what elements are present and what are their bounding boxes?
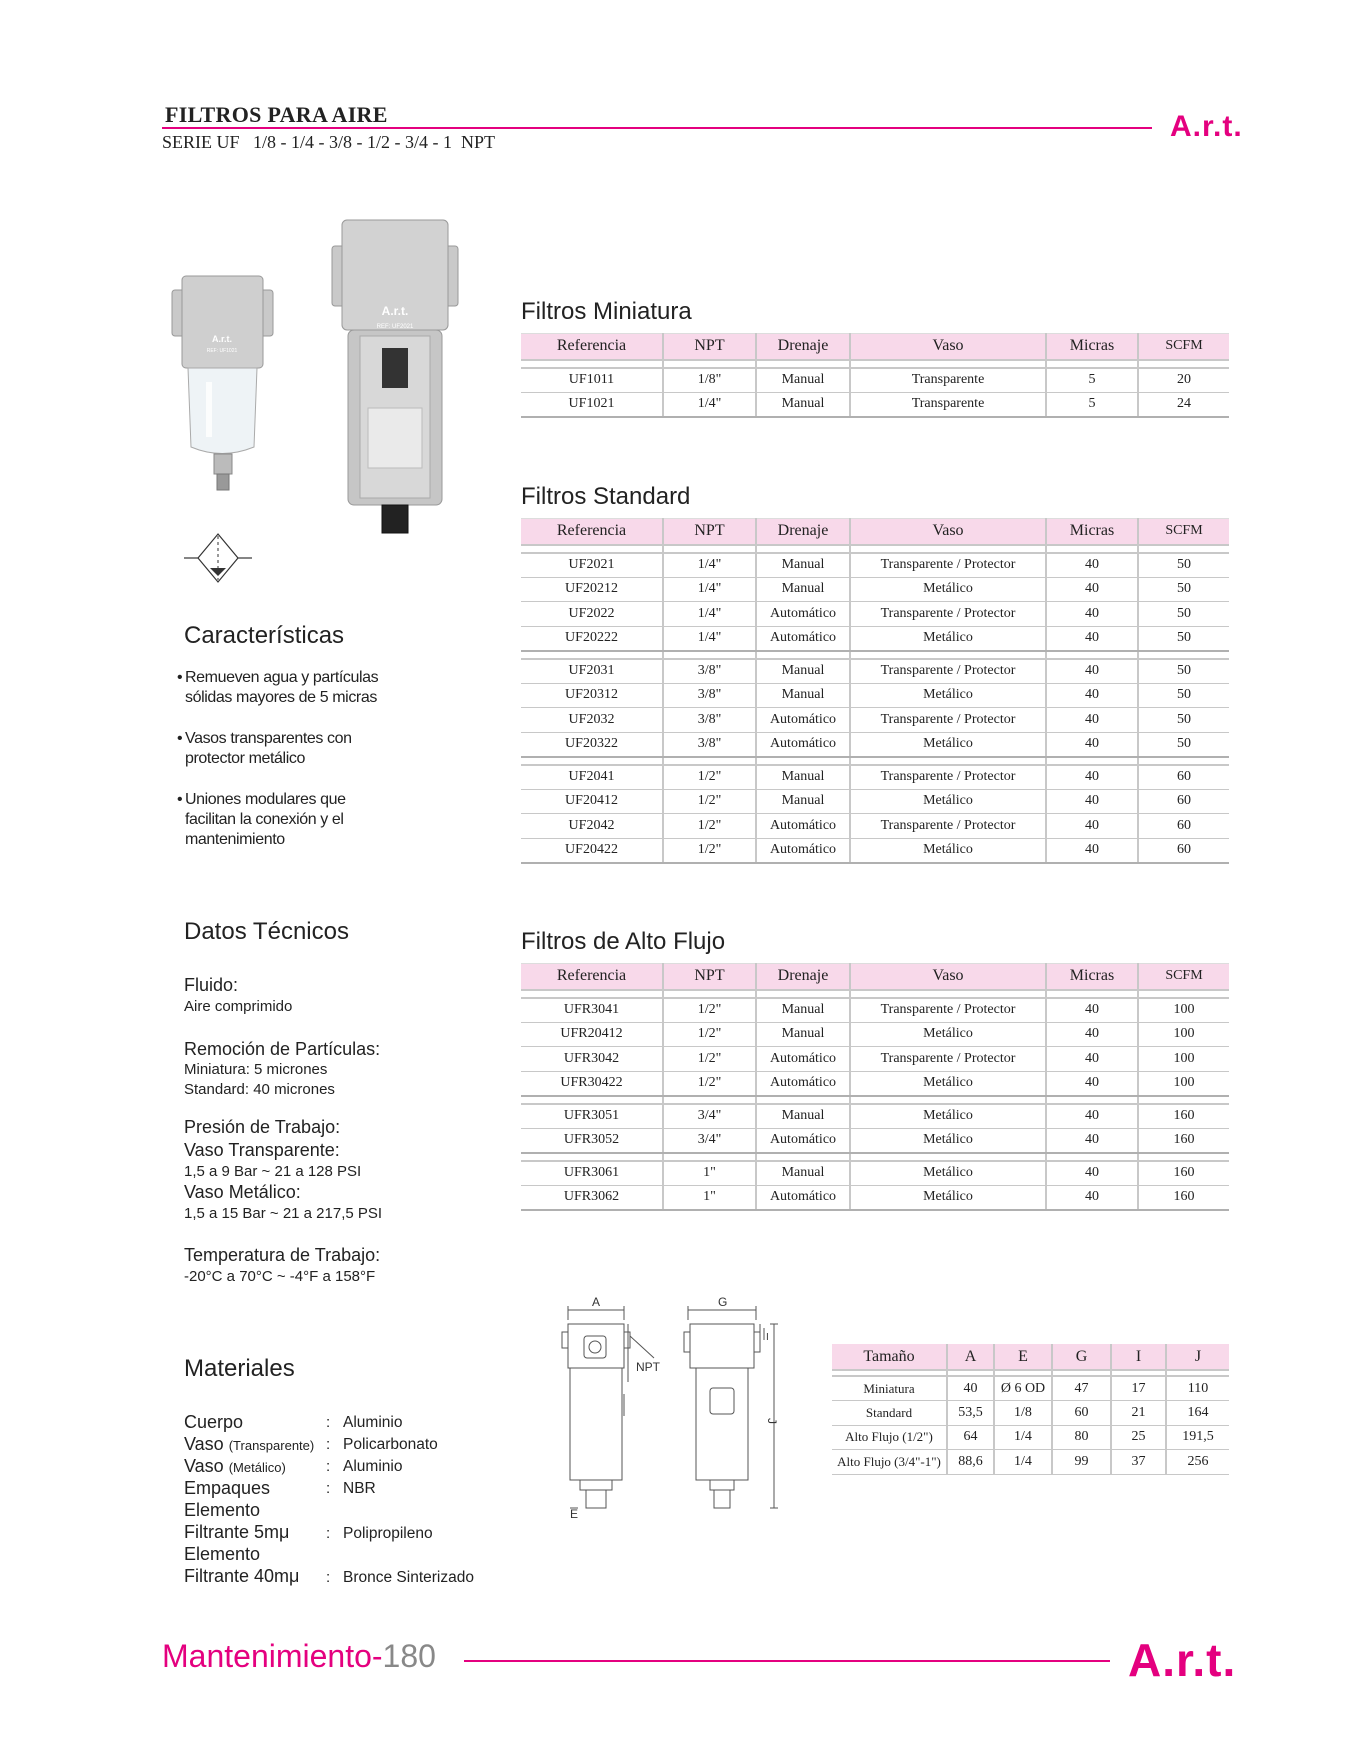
table-cell: Metálico xyxy=(850,577,1046,602)
table-cell: UF2032 xyxy=(521,708,663,733)
table-cell: 50 xyxy=(1138,577,1229,602)
table-cell: 110 xyxy=(1166,1376,1229,1401)
table-cell: 40 xyxy=(1046,998,1138,1023)
table-cell: 1/4" xyxy=(663,626,756,651)
table-row xyxy=(521,683,1229,708)
col-header-scfm: SCFM xyxy=(1138,519,1229,545)
table-cell: 60 xyxy=(1138,765,1229,790)
table-row xyxy=(521,838,1229,863)
table-cell: 160 xyxy=(1138,1128,1229,1153)
table-cell: Alto Flujo (3/4"-1") xyxy=(832,1450,947,1475)
table-cell: UF20322 xyxy=(521,732,663,757)
table-cell: 24 xyxy=(1138,392,1229,417)
table-cell: 191,5 xyxy=(1166,1425,1229,1450)
table-cell: Manual xyxy=(756,1022,850,1047)
table-cell: Alto Flujo (1/2") xyxy=(832,1425,947,1450)
table-cell: 50 xyxy=(1138,708,1229,733)
table-cell: 100 xyxy=(1138,1022,1229,1047)
table-cell: Metálico xyxy=(850,732,1046,757)
metal-bowl-value: 1,5 a 15 Bar ~ 21 a 217,5 PSI xyxy=(184,1205,383,1222)
high-flow-table-title: Filtros de Alto Flujo xyxy=(521,928,726,955)
col-header-bowl: Vaso xyxy=(850,964,1046,990)
col-header-ref: Referencia xyxy=(521,519,663,545)
table-row xyxy=(832,1401,1229,1426)
table-cell: Transparente / Protector xyxy=(850,659,1046,684)
table-cell: Metálico xyxy=(850,1104,1046,1129)
table-cell: 99 xyxy=(1052,1450,1111,1475)
table-cell: 60 xyxy=(1138,789,1229,814)
small-filter-image xyxy=(170,272,275,500)
material-label: Filtrante 40mμ xyxy=(184,1566,300,1586)
col-header-drain: Drenaje xyxy=(756,964,850,990)
table-cell: 100 xyxy=(1138,998,1229,1023)
col-header-micron: Micras xyxy=(1046,964,1138,990)
table-cell: 20 xyxy=(1138,368,1229,393)
table-cell: 60 xyxy=(1138,814,1229,839)
table-spacer xyxy=(521,360,1229,368)
table-cell: Metálico xyxy=(850,1071,1046,1096)
table-cell: Manual xyxy=(756,659,850,684)
table-cell: 60 xyxy=(1052,1401,1111,1426)
table-cell: 164 xyxy=(1166,1401,1229,1426)
table-cell: 50 xyxy=(1138,659,1229,684)
material-value: NBR xyxy=(343,1480,376,1497)
col-header-bowl: Vaso xyxy=(850,519,1046,545)
table-cell: 40 xyxy=(1046,1047,1138,1072)
table-cell: UF20212 xyxy=(521,577,663,602)
table-cell: Transparente xyxy=(850,392,1046,417)
table-cell: Miniatura xyxy=(832,1376,947,1401)
table-row xyxy=(521,1161,1229,1186)
table-cell: Metálico xyxy=(850,1128,1046,1153)
table-cell: UF1011 xyxy=(521,368,663,393)
table-cell: Manual xyxy=(756,683,850,708)
table-cell: Automático xyxy=(756,1185,850,1210)
table-cell: UFR30422 xyxy=(521,1071,663,1096)
large-filter-ref: REF: UF2021 xyxy=(376,324,414,330)
table-cell: 40 xyxy=(947,1376,994,1401)
table-cell: 5 xyxy=(1046,392,1138,417)
table-cell: Transparente / Protector xyxy=(850,553,1046,578)
dim-label-e: E xyxy=(570,1507,579,1521)
table-row xyxy=(521,577,1229,602)
table-cell: 40 xyxy=(1046,683,1138,708)
table-cell: Automático xyxy=(756,1071,850,1096)
dimensions-table xyxy=(832,1344,1229,1475)
table-row xyxy=(521,553,1229,578)
table-cell: Standard xyxy=(832,1401,947,1426)
col-header-scfm: SCFM xyxy=(1138,334,1229,360)
col-header-npt: NPT xyxy=(663,519,756,545)
dims-col-header: J xyxy=(1166,1344,1229,1370)
transparent-bowl-value: 1,5 a 9 Bar ~ 21 a 128 PSI xyxy=(184,1163,362,1180)
table-cell: 40 xyxy=(1046,1022,1138,1047)
col-header-scfm: SCFM xyxy=(1138,964,1229,990)
feature-item: • Remueven agua y partículas sólidas mayores de 5 micras xyxy=(177,669,379,706)
table-cell: 1/4" xyxy=(663,602,756,627)
dim-label-npt: NPT xyxy=(636,1360,660,1374)
footer-divider xyxy=(464,1660,1110,1662)
table-cell: 88,6 xyxy=(947,1450,994,1475)
table-cell: 21 xyxy=(1111,1401,1166,1426)
table-cell: Manual xyxy=(756,553,850,578)
table-cell: 160 xyxy=(1138,1104,1229,1129)
table-cell: 40 xyxy=(1046,732,1138,757)
dims-col-header: A xyxy=(947,1344,994,1370)
table-cell: 50 xyxy=(1138,553,1229,578)
table-cell: 3/8" xyxy=(663,683,756,708)
table-cell: Manual xyxy=(756,789,850,814)
table-cell: UF20222 xyxy=(521,626,663,651)
table-cell: UFR3061 xyxy=(521,1161,663,1186)
table-cell: Metálico xyxy=(850,683,1046,708)
table-cell: 160 xyxy=(1138,1161,1229,1186)
table-cell: 1/4" xyxy=(663,392,756,417)
temperature-value: -20°C a 70°C ~ -4°F a 158°F xyxy=(184,1268,376,1285)
table-cell: UF2041 xyxy=(521,765,663,790)
table-cell: 1/2" xyxy=(663,998,756,1023)
table-cell: 5 xyxy=(1046,368,1138,393)
table-cell: 100 xyxy=(1138,1047,1229,1072)
table-row xyxy=(521,1128,1229,1153)
standard-table-title: Filtros Standard xyxy=(521,483,691,510)
table-cell: 1/2" xyxy=(663,765,756,790)
col-header-ref: Referencia xyxy=(521,334,663,360)
material-value: Polipropileno xyxy=(343,1525,433,1542)
table-cell: UFR3042 xyxy=(521,1047,663,1072)
table-cell: UF1021 xyxy=(521,392,663,417)
table-cell: 256 xyxy=(1166,1450,1229,1475)
material-label: Vaso (Transparente) xyxy=(184,1434,315,1454)
table-cell: Metálico xyxy=(850,1161,1046,1186)
table-cell: Automático xyxy=(756,602,850,627)
table-cell: 40 xyxy=(1046,765,1138,790)
table-cell: UFR3051 xyxy=(521,1104,663,1129)
table-cell: Manual xyxy=(756,1104,850,1129)
table-cell: 40 xyxy=(1046,1185,1138,1210)
table-cell: 37 xyxy=(1111,1450,1166,1475)
table-cell: Manual xyxy=(756,577,850,602)
table-row xyxy=(521,1047,1229,1072)
table-row xyxy=(521,392,1229,417)
table-cell: UFR3041 xyxy=(521,998,663,1023)
table-row xyxy=(521,368,1229,393)
table-row xyxy=(521,789,1229,814)
table-cell: 3/8" xyxy=(663,708,756,733)
table-cell: Automático xyxy=(756,626,850,651)
table-cell: 40 xyxy=(1046,577,1138,602)
small-filter-brand: A.r.t. xyxy=(211,334,233,344)
footer-page-label: Mantenimiento-180 xyxy=(162,1638,436,1674)
dim-label-i: I xyxy=(766,1332,769,1343)
table-cell: 3/8" xyxy=(663,659,756,684)
table-cell: Transparente / Protector xyxy=(850,1047,1046,1072)
material-label: Filtrante 5mμ xyxy=(184,1522,290,1542)
materials-heading: Materiales xyxy=(184,1355,295,1382)
table-cell: 100 xyxy=(1138,1071,1229,1096)
table-cell: 160 xyxy=(1138,1185,1229,1210)
table-cell: 3/4" xyxy=(663,1104,756,1129)
header-divider xyxy=(162,127,1152,129)
large-filter-image xyxy=(330,218,460,538)
dim-label-j: J xyxy=(765,1418,779,1424)
table-cell: 40 xyxy=(1046,659,1138,684)
table-spacer xyxy=(521,1153,1229,1161)
table-cell: Automático xyxy=(756,814,850,839)
dimension-drawing xyxy=(550,1296,790,1521)
table-spacer xyxy=(521,1096,1229,1104)
table-cell: 40 xyxy=(1046,789,1138,814)
col-header-npt: NPT xyxy=(663,334,756,360)
table-cell: 1/2" xyxy=(663,1047,756,1072)
table-cell: Metálico xyxy=(850,1185,1046,1210)
fluid-label: Fluido: xyxy=(184,975,239,995)
material-value: Aluminio xyxy=(343,1414,403,1431)
table-row xyxy=(521,708,1229,733)
table-cell: 1/4" xyxy=(663,577,756,602)
table-cell: Automático xyxy=(756,708,850,733)
table-cell: 1/2" xyxy=(663,1071,756,1096)
col-header-drain: Drenaje xyxy=(756,519,850,545)
transparent-bowl-label: Vaso Transparente: xyxy=(184,1140,340,1160)
table-cell: 1/2" xyxy=(663,814,756,839)
tech-data-heading: Datos Técnicos xyxy=(184,918,349,945)
table-row xyxy=(832,1425,1229,1450)
table-cell: Metálico xyxy=(850,789,1046,814)
table-cell: UF2022 xyxy=(521,602,663,627)
fluid-value: Aire comprimido xyxy=(184,998,293,1015)
table-cell: 17 xyxy=(1111,1376,1166,1401)
table-cell: 47 xyxy=(1052,1376,1111,1401)
particle-removal-label: Remoción de Partículas: xyxy=(184,1039,381,1059)
material-label: Elemento xyxy=(184,1544,261,1564)
table-cell: 1/2" xyxy=(663,1022,756,1047)
table-cell: 50 xyxy=(1138,732,1229,757)
filter-symbol-icon xyxy=(184,532,252,584)
table-cell: 40 xyxy=(1046,626,1138,651)
table-cell: 80 xyxy=(1052,1425,1111,1450)
table-row xyxy=(521,998,1229,1023)
table-row xyxy=(521,602,1229,627)
table-cell: 40 xyxy=(1046,814,1138,839)
dim-label-a: A xyxy=(592,1296,601,1309)
material-value: Aluminio xyxy=(343,1458,403,1475)
table-cell: 40 xyxy=(1046,1071,1138,1096)
table-cell: 1/2" xyxy=(663,838,756,863)
miniature-table-title: Filtros Miniatura xyxy=(521,298,692,325)
table-cell: Manual xyxy=(756,1161,850,1186)
table-spacer xyxy=(521,757,1229,765)
table-row xyxy=(521,732,1229,757)
table-cell: UFR3062 xyxy=(521,1185,663,1210)
material-value: Policarbonato xyxy=(343,1436,438,1453)
table-row xyxy=(521,1071,1229,1096)
table-cell: Metálico xyxy=(850,626,1046,651)
table-cell: 1/4" xyxy=(663,553,756,578)
footer-brand-logo: A.r.t. xyxy=(1128,1634,1237,1686)
table-row xyxy=(521,1185,1229,1210)
material-label: Elemento xyxy=(184,1500,261,1520)
table-cell: Transparente / Protector xyxy=(850,998,1046,1023)
particle-removal-value: Standard: 40 micrones xyxy=(184,1081,335,1098)
table-cell: 3/8" xyxy=(663,732,756,757)
table-cell: 40 xyxy=(1046,1128,1138,1153)
table-cell: 40 xyxy=(1046,1104,1138,1129)
particle-removal-value: Miniatura: 5 micrones xyxy=(184,1061,328,1078)
table-cell: Ø 6 OD xyxy=(994,1376,1052,1401)
dims-col-header: Tamaño xyxy=(832,1344,947,1370)
table-cell: 1" xyxy=(663,1185,756,1210)
page-title: FILTROS PARA AIRE xyxy=(165,102,388,127)
table-cell: Manual xyxy=(756,392,850,417)
material-label: Vaso (Metálico) xyxy=(184,1456,286,1476)
col-header-micron: Micras xyxy=(1046,519,1138,545)
dims-col-header: I xyxy=(1111,1344,1166,1370)
table-row xyxy=(521,659,1229,684)
col-header-bowl: Vaso xyxy=(850,334,1046,360)
table-cell: 50 xyxy=(1138,626,1229,651)
table-cell: UF20422 xyxy=(521,838,663,863)
table-cell: Transparente / Protector xyxy=(850,765,1046,790)
table-spacer xyxy=(521,990,1229,998)
col-header-ref: Referencia xyxy=(521,964,663,990)
table-cell: Automático xyxy=(756,1047,850,1072)
table-cell: 40 xyxy=(1046,553,1138,578)
table-cell: 40 xyxy=(1046,602,1138,627)
col-header-drain: Drenaje xyxy=(756,334,850,360)
table-cell: 1/2" xyxy=(663,789,756,814)
table-cell: 50 xyxy=(1138,683,1229,708)
material-label: Cuerpo xyxy=(184,1412,244,1432)
feature-item: • Vasos transparentes con protector metálico xyxy=(177,730,352,767)
table-cell: 1/8" xyxy=(663,368,756,393)
table-cell: Transparente / Protector xyxy=(850,708,1046,733)
table-cell: UF2042 xyxy=(521,814,663,839)
dim-label-g: G xyxy=(718,1296,728,1309)
table-cell: 64 xyxy=(947,1425,994,1450)
large-filter-brand: A.r.t. xyxy=(381,304,409,318)
table-cell: 1/4 xyxy=(994,1425,1052,1450)
miniature-table xyxy=(521,333,1229,418)
table-row xyxy=(521,765,1229,790)
table-cell: 40 xyxy=(1046,1161,1138,1186)
table-cell: UFR3052 xyxy=(521,1128,663,1153)
table-cell: 53,5 xyxy=(947,1401,994,1426)
table-cell: 40 xyxy=(1046,838,1138,863)
material-value: Bronce Sinterizado xyxy=(343,1569,474,1586)
table-cell: Transparente / Protector xyxy=(850,814,1046,839)
table-cell: Automático xyxy=(756,838,850,863)
feature-item: • Uniones modulares que facilitan la conexión y el mantenimiento xyxy=(177,791,346,848)
table-cell: Manual xyxy=(756,368,850,393)
col-header-npt: NPT xyxy=(663,964,756,990)
table-cell: 50 xyxy=(1138,602,1229,627)
table-row xyxy=(832,1450,1229,1475)
table-cell: Transparente xyxy=(850,368,1046,393)
standard-table xyxy=(521,518,1229,864)
table-spacer xyxy=(521,545,1229,553)
table-cell: UF20312 xyxy=(521,683,663,708)
table-cell: 1/8 xyxy=(994,1401,1052,1426)
table-cell: Manual xyxy=(756,998,850,1023)
table-row xyxy=(521,1104,1229,1129)
table-row xyxy=(521,814,1229,839)
table-row xyxy=(832,1376,1229,1401)
table-cell: 1" xyxy=(663,1161,756,1186)
table-cell: 60 xyxy=(1138,838,1229,863)
page-subtitle: SERIE UF 1/8 - 1/4 - 3/8 - 1/2 - 3/4 - 1 NPT xyxy=(162,132,495,152)
table-cell: Automático xyxy=(756,732,850,757)
table-cell: UF2031 xyxy=(521,659,663,684)
table-cell: 25 xyxy=(1111,1425,1166,1450)
metal-bowl-label: Vaso Metálico: xyxy=(184,1182,301,1202)
dims-col-header: E xyxy=(994,1344,1052,1370)
table-cell: Automático xyxy=(756,1128,850,1153)
material-label: Empaques xyxy=(184,1478,271,1498)
dims-col-header: G xyxy=(1052,1344,1111,1370)
high-flow-table xyxy=(521,963,1229,1211)
table-row xyxy=(521,1022,1229,1047)
table-cell: UF2021 xyxy=(521,553,663,578)
temperature-label: Temperatura de Trabajo: xyxy=(184,1245,381,1265)
table-cell: UFR20412 xyxy=(521,1022,663,1047)
small-filter-ref: REF: UF1021 xyxy=(206,348,238,354)
table-cell: 3/4" xyxy=(663,1128,756,1153)
table-cell: 1/4 xyxy=(994,1450,1052,1475)
brand-logo: A.r.t. xyxy=(1170,110,1243,143)
table-spacer xyxy=(521,651,1229,659)
table-row xyxy=(521,626,1229,651)
table-cell: UF20412 xyxy=(521,789,663,814)
table-cell: Manual xyxy=(756,765,850,790)
col-header-micron: Micras xyxy=(1046,334,1138,360)
table-cell: Metálico xyxy=(850,1022,1046,1047)
features-heading: Características xyxy=(184,622,345,649)
table-cell: 40 xyxy=(1046,708,1138,733)
pressure-label: Presión de Trabajo: xyxy=(184,1117,341,1137)
table-cell: Metálico xyxy=(850,838,1046,863)
table-cell: Transparente / Protector xyxy=(850,602,1046,627)
